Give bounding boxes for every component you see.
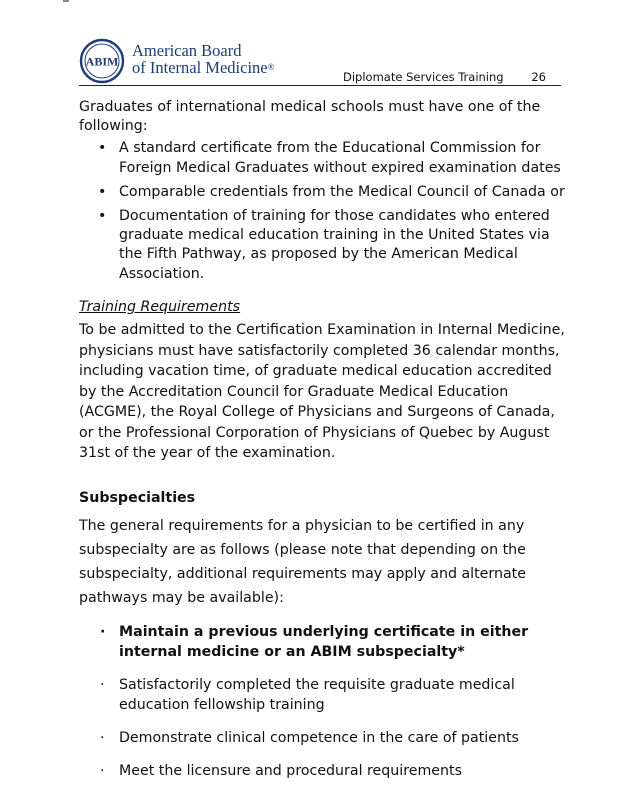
training-requirements-paragraph: To be admitted to the Certification Examination in Internal Medicine, physicians must have satisfactorily completed 36 calendar months, including vacation time, of graduate medical education accredited by the Accreditation Council for Graduate Medical Education (ACGME), the Royal College of Physicians and Surgeons of Canada, or the Professional Corporation of Physicians of Quebec by August 31st of the year of the examination. [79, 322, 565, 462]
credential-text: A standard certificate from the Educational Commission for Foreign Medical Graduates without expired examination dates [119, 140, 561, 176]
credentials-list [79, 139, 569, 283]
logo-wordmark [132, 42, 274, 76]
subspecialties-paragraph: The general requirements for a physician to be certified in any subspecialty are as follows (please note that depending on the subspecialty, additional requirements may apply and alternate pathways may be available): [79, 517, 526, 606]
bullet-icon: · [100, 623, 106, 640]
list-item [79, 139, 569, 177]
intro-paragraph: Graduates of international medical schools must have one of the following: [79, 99, 541, 135]
logo-line-1: American Board [132, 41, 242, 60]
bullet-icon: • [98, 140, 107, 157]
list-item [79, 761, 569, 781]
running-title: Diplomate Services Training [343, 70, 504, 84]
list-item [79, 622, 569, 662]
page-corner-mark [63, 0, 69, 2]
list-item [79, 207, 569, 284]
requirement-text: Satisfactorily completed the requisite graduate medical education fellowship training [119, 676, 515, 713]
credential-text: Comparable credentials from the Medical Council of Canada or [119, 183, 565, 200]
credential-text: Documentation of training for those candidates who entered graduate medical education training in the United States via the Fifth Pathway, as proposed by the American Medical Association. [119, 208, 550, 282]
abim-logo-seal [79, 38, 125, 84]
document-body [79, 98, 569, 794]
logo-initials: ABIM [85, 54, 119, 69]
subspecialties-heading: Subspecialties [79, 489, 196, 506]
header-rule [79, 85, 561, 86]
bullet-icon: · [100, 729, 105, 746]
list-item [79, 183, 569, 202]
training-requirements-heading: Training Requirements [79, 298, 241, 315]
requirement-text: Maintain a previous underlying certificate in either internal medicine or an ABIM subspecialty* [119, 623, 529, 660]
list-item [79, 675, 569, 715]
registered-mark: ® [267, 62, 275, 72]
subspecialty-requirements-list [79, 622, 569, 781]
bullet-icon: • [98, 183, 107, 200]
bullet-icon: · [100, 676, 105, 693]
page-header [79, 36, 561, 86]
bullet-icon: • [98, 208, 107, 225]
logo-line-2: of Internal Medicine [132, 58, 268, 77]
bullet-icon: · [100, 762, 105, 779]
page-number: 26 [531, 70, 546, 84]
requirement-text: Demonstrate clinical competence in the care of patients [119, 729, 519, 746]
list-item [79, 728, 569, 748]
requirement-text: Meet the licensure and procedural requirements [119, 762, 462, 779]
